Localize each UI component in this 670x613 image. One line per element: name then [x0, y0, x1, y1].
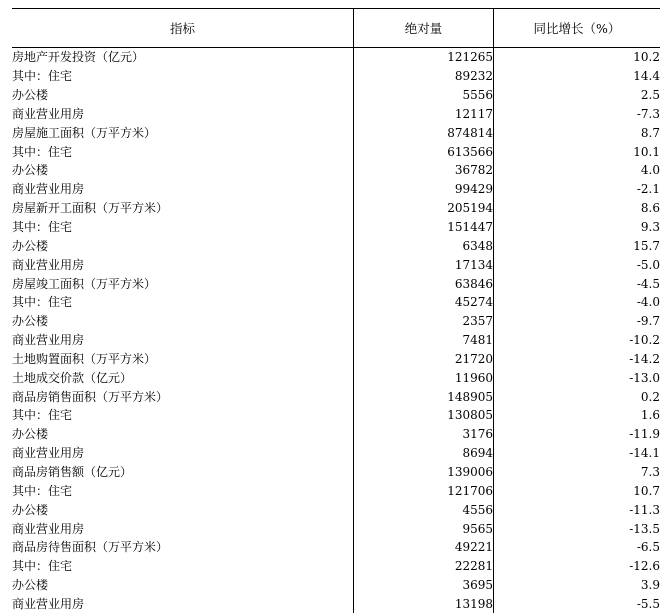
row-yoy-growth: -10.2 [494, 331, 661, 350]
table-row [12, 481, 660, 500]
row-indicator-label: 土地购置面积（万平方米） [12, 351, 157, 366]
table-row [12, 368, 660, 387]
row-absolute-value: 89232 [354, 67, 494, 86]
table-body [12, 48, 660, 613]
row-indicator-label: 办公楼 [12, 427, 49, 442]
row-indicator-label: 商业营业用房 [12, 182, 85, 197]
row-indicator-label: 房地产开发投资（亿元） [12, 50, 145, 65]
row-indicator-label: 办公楼 [12, 163, 49, 178]
row-absolute-value: 63846 [354, 274, 494, 293]
row-absolute-value: 8694 [354, 444, 494, 463]
row-yoy-growth: 10.2 [494, 48, 661, 67]
row-absolute-value: 17134 [354, 255, 494, 274]
row-absolute-value: 139006 [354, 463, 494, 482]
row-yoy-growth: -2.1 [494, 180, 661, 199]
table-row [12, 293, 660, 312]
row-absolute-value: 3695 [354, 576, 494, 595]
table-row [12, 312, 660, 331]
table-row [12, 519, 660, 538]
row-indicator-label: 商业营业用房 [12, 257, 85, 272]
row-indicator-label: 商业营业用房 [12, 106, 85, 121]
row-yoy-growth: -11.3 [494, 500, 661, 519]
row-indicator-label: 商品房待售面积（万平方米） [12, 540, 169, 555]
row-absolute-value: 6348 [354, 236, 494, 255]
row-yoy-growth: -9.7 [494, 312, 661, 331]
row-indicator-label: 商品房销售面积（万平方米） [12, 389, 169, 404]
table-row [12, 331, 660, 350]
row-yoy-growth: -5.5 [494, 594, 661, 613]
table-row [12, 538, 660, 557]
row-absolute-value: 5556 [354, 86, 494, 105]
table-row [12, 444, 660, 463]
row-yoy-growth: -5.0 [494, 255, 661, 274]
row-absolute-value: 49221 [354, 538, 494, 557]
row-indicator-label: 商业营业用房 [12, 333, 85, 348]
table-row [12, 387, 660, 406]
table-row [12, 463, 660, 482]
table-row [12, 425, 660, 444]
row-yoy-growth: 10.7 [494, 481, 661, 500]
row-absolute-value: 874814 [354, 123, 494, 142]
row-absolute-value: 21720 [354, 350, 494, 369]
row-indicator-label: 其中：住宅 [12, 220, 73, 235]
row-absolute-value: 2357 [354, 312, 494, 331]
row-absolute-value: 151447 [354, 218, 494, 237]
table-row [12, 350, 660, 369]
table-row [12, 105, 660, 124]
row-indicator-label: 房屋施工面积（万平方米） [12, 125, 157, 140]
row-absolute-value: 4556 [354, 500, 494, 519]
row-absolute-value: 36782 [354, 161, 494, 180]
row-yoy-growth: 14.4 [494, 67, 661, 86]
table-row [12, 406, 660, 425]
row-indicator-label: 其中：住宅 [12, 559, 73, 574]
row-indicator-label: 其中：住宅 [12, 69, 73, 84]
row-absolute-value: 45274 [354, 293, 494, 312]
row-indicator-label: 商品房销售额（亿元） [12, 464, 133, 479]
table-row [12, 594, 660, 613]
row-absolute-value: 130805 [354, 406, 494, 425]
stats-table [12, 8, 660, 613]
table-row [12, 161, 660, 180]
row-yoy-growth: 8.7 [494, 123, 661, 142]
row-absolute-value: 613566 [354, 142, 494, 161]
table-row [12, 557, 660, 576]
table-row [12, 236, 660, 255]
row-indicator-label: 商业营业用房 [12, 521, 85, 536]
table-row [12, 86, 660, 105]
row-absolute-value: 7481 [354, 331, 494, 350]
row-indicator-label: 其中：住宅 [12, 408, 73, 423]
table-row [12, 67, 660, 86]
row-yoy-growth: 1.6 [494, 406, 661, 425]
row-yoy-growth: 8.6 [494, 199, 661, 218]
table-row [12, 48, 660, 67]
row-absolute-value: 3176 [354, 425, 494, 444]
row-absolute-value: 9565 [354, 519, 494, 538]
table-row [12, 199, 660, 218]
row-yoy-growth: 3.9 [494, 576, 661, 595]
row-indicator-label: 其中：住宅 [12, 144, 73, 159]
row-absolute-value: 99429 [354, 180, 494, 199]
row-absolute-value: 12117 [354, 105, 494, 124]
row-yoy-growth: -6.5 [494, 538, 661, 557]
row-absolute-value: 121265 [354, 48, 494, 67]
row-yoy-growth: 0.2 [494, 387, 661, 406]
row-indicator-label: 其中：住宅 [12, 295, 73, 310]
row-absolute-value: 13198 [354, 594, 494, 613]
row-yoy-growth: -13.5 [494, 519, 661, 538]
table-row [12, 500, 660, 519]
row-yoy-growth: -4.0 [494, 293, 661, 312]
row-absolute-value: 22281 [354, 557, 494, 576]
row-yoy-growth: -12.6 [494, 557, 661, 576]
row-indicator-label: 商业营业用房 [12, 596, 85, 611]
row-yoy-growth: -7.3 [494, 105, 661, 124]
table-row [12, 123, 660, 142]
row-absolute-value: 11960 [354, 368, 494, 387]
header-absolute-value: 绝对量 [354, 9, 494, 48]
row-indicator-label: 房屋竣工面积（万平方米） [12, 276, 157, 291]
row-yoy-growth: 2.5 [494, 86, 661, 105]
row-indicator-label: 商业营业用房 [12, 446, 85, 461]
table-row [12, 576, 660, 595]
header-indicator: 指标 [12, 9, 354, 48]
row-indicator-label: 办公楼 [12, 88, 49, 103]
row-yoy-growth: 7.3 [494, 463, 661, 482]
table-row [12, 218, 660, 237]
row-absolute-value: 121706 [354, 481, 494, 500]
row-indicator-label: 办公楼 [12, 314, 49, 329]
row-yoy-growth: 9.3 [494, 218, 661, 237]
row-yoy-growth: -4.5 [494, 274, 661, 293]
row-yoy-growth: -11.9 [494, 425, 661, 444]
row-indicator-label: 其中：住宅 [12, 483, 73, 498]
row-yoy-growth: 4.0 [494, 161, 661, 180]
row-absolute-value: 148905 [354, 387, 494, 406]
row-indicator-label: 土地成交价款（亿元） [12, 370, 133, 385]
row-yoy-growth: -14.1 [494, 444, 661, 463]
row-indicator-label: 办公楼 [12, 578, 49, 593]
row-yoy-growth: -14.2 [494, 350, 661, 369]
row-indicator-label: 办公楼 [12, 502, 49, 517]
table-row [12, 255, 660, 274]
row-absolute-value: 205194 [354, 199, 494, 218]
row-yoy-growth: -13.0 [494, 368, 661, 387]
table-row [12, 274, 660, 293]
table-header-row [12, 9, 660, 48]
header-yoy-growth: 同比增长（%） [494, 9, 661, 48]
table-row [12, 142, 660, 161]
table-row [12, 180, 660, 199]
row-yoy-growth: 10.1 [494, 142, 661, 161]
row-indicator-label: 办公楼 [12, 238, 49, 253]
row-indicator-label: 房屋新开工面积（万平方米） [12, 201, 169, 216]
row-yoy-growth: 15.7 [494, 236, 661, 255]
